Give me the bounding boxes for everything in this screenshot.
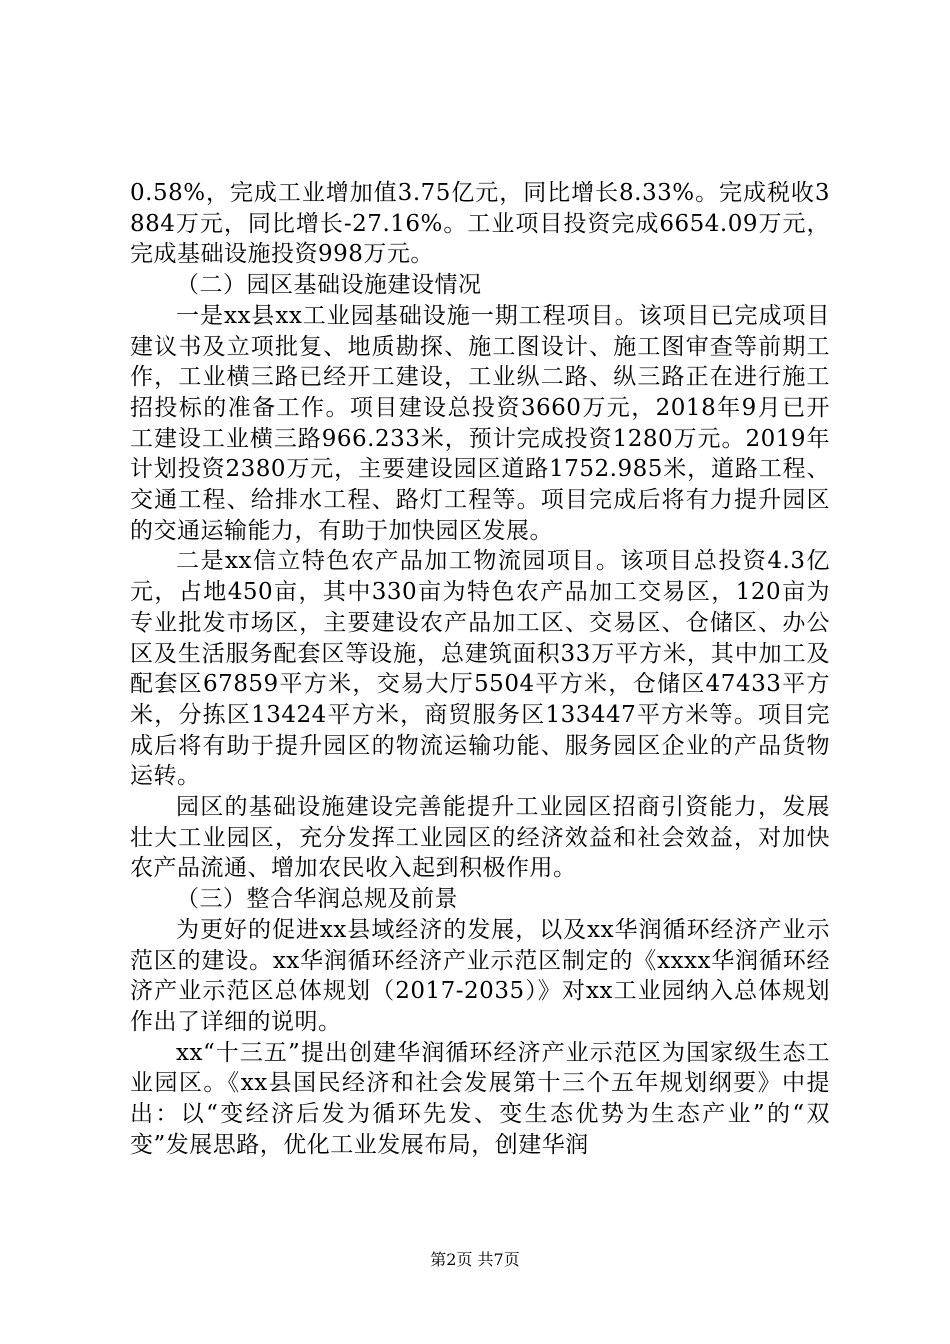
paragraph-infrastructure-summary: 园区的基础设施建设完善能提升工业园区招商引资能力，发展壮大工业园区，充分发挥工业园区的经济效益和社会效益，对加快农产品流通、增加农民收入起到积极作用。 (130, 794, 830, 882)
paragraph-project-two: 二是xx信立特色农产品加工物流园项目。该项目总投资4.3亿元，占地450亩，其中330亩为特色农产品加工交易区，120亩为专业批发市场区，主要建设农产品加工区、交易区、仓储区、办公区及生活服务配套区等设施，总建筑面积33万平方米，其中加工及配套区67859平方米，交易大厅5504平方米，仓储区47433平方米，分拣区13424平方米，商贸服务区133447平方米等。项目完成后将有助于提升园区的物流运输功能、服务园区企业的产品货物运转。 (130, 548, 830, 790)
section-heading-2: （二）园区基础设施建设情况 (176, 272, 482, 299)
document-body (130, 178, 830, 1161)
section-heading-3: （三）整合华润总规及前景 (176, 886, 458, 913)
page-footer: 第2页 共7页 (430, 1250, 520, 1269)
paragraph-continuation: 0.58%，完成工业增加值3.75亿元，同比增长8.33%。完成税收3884万元，同比增长-27.16%。工业项目投资完成6654.09万元，完成基础设施投资998万元。 (130, 180, 830, 268)
paragraph-plan-intro: 为更好的促进xx县域经济的发展，以及xx华润循环经济产业示范区的建设。xx华润循环经济产业示范区制定的《xxxx华润循环经济产业示范区总体规划（2017-2035）》对xx工业园纳入总体规划作出了详细的说明。 (130, 916, 830, 1035)
paragraph-five-year-plan: xx“十三五”提出创建华润循环经济产业示范区为国家级生态工业园区。《xx县国民经济和社会发展第十三个五年规划纲要》中提出：以“变经济后发为循环先发、变生态优势为生态产业”的“双变”发展思路，优化工业发展布局，创建华润 (130, 1039, 830, 1158)
paragraph-project-one: 一是xx县xx工业园基础设施一期工程项目。该项目已完成项目建议书及立项批复、地质勘探、施工图设计、施工图审查等前期工作，工业横三路已经开工建设，工业纵二路、纵三路正在进行施工招投标的准备工作。项目建设总投资3660万元，2018年9月已开工建设工业横三路966.233米，预计完成投资1280万元。2019年计划投资2380万元，主要建设园区道路1752.985米，道路工程、交通工程、给排水工程、路灯工程等。项目完成后将有力提升园区的交通运输能力，有助于加快园区发展。 (130, 302, 830, 544)
